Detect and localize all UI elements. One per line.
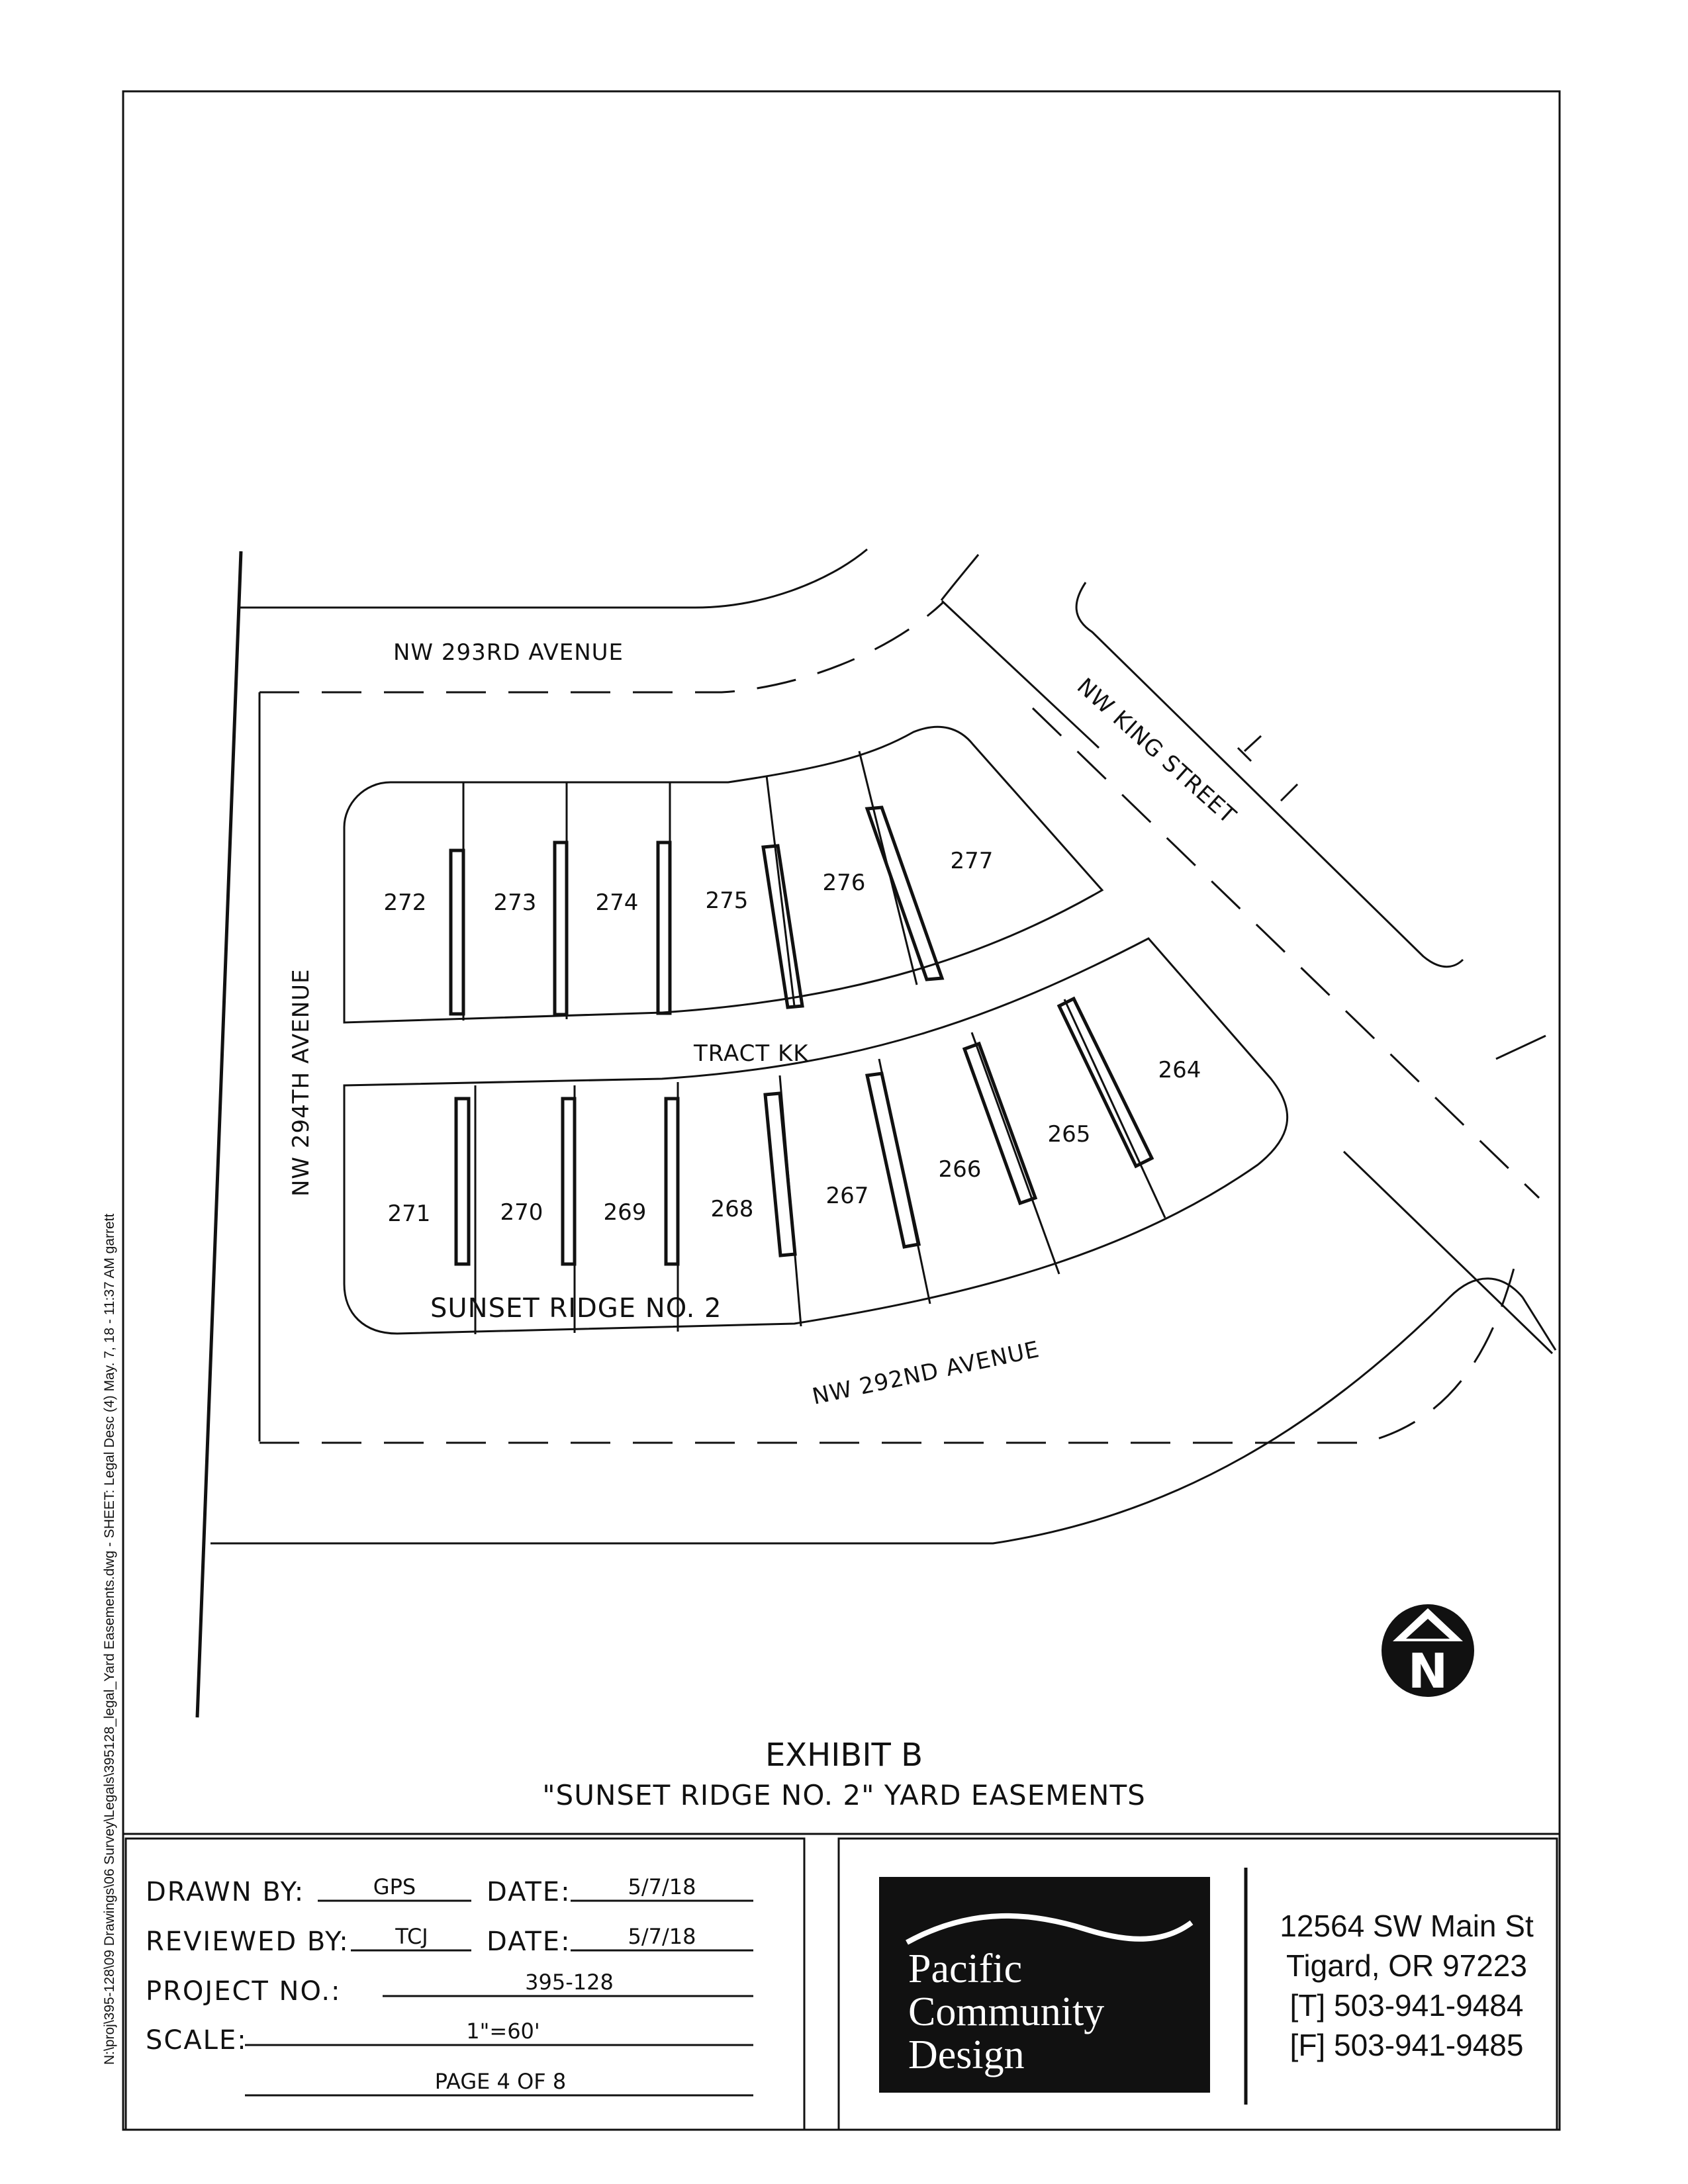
date-label-2: DATE: xyxy=(487,1927,571,1957)
drawn-by-value: GPS xyxy=(373,1874,416,1899)
subdivision-label: SUNSET RIDGE NO. 2 xyxy=(430,1293,722,1324)
lot-label: 270 xyxy=(500,1199,543,1226)
north-arrow-letter: N xyxy=(1407,1643,1448,1699)
reviewed-by-label: REVIEWED BY: xyxy=(146,1927,350,1957)
company-logo xyxy=(879,1877,1210,2093)
scale-label: SCALE: xyxy=(146,2025,248,2056)
scale-value: 1"=60' xyxy=(466,2019,540,2044)
lot-label: 275 xyxy=(705,887,749,914)
lot-label: 269 xyxy=(603,1199,647,1226)
logo-line-3: Design xyxy=(908,2032,1025,2077)
title-block xyxy=(126,1839,1557,2130)
company-phone: [T] 503-941-9484 xyxy=(1289,1988,1524,2023)
date-value-2: 5/7/18 xyxy=(628,1924,696,1949)
date-value-1: 5/7/18 xyxy=(628,1874,696,1899)
project-no-label: PROJECT NO.: xyxy=(146,1976,342,2007)
lot-label: 271 xyxy=(387,1201,431,1227)
lot-label: 267 xyxy=(825,1183,869,1209)
drawn-by-label: DRAWN BY: xyxy=(146,1877,305,1907)
north-arrow-icon xyxy=(1382,1604,1474,1699)
plat-drawing xyxy=(197,549,1556,1717)
lot-label: 273 xyxy=(493,889,537,916)
company-fax: [F] 503-941-9485 xyxy=(1289,2028,1524,2062)
lot-label: 268 xyxy=(710,1196,754,1222)
sheet-border xyxy=(123,91,1560,2130)
street-label-nw-king: NW KING STREET xyxy=(1071,672,1241,830)
lot-label: 265 xyxy=(1047,1121,1091,1148)
lot-label: 277 xyxy=(950,848,994,874)
exhibit-title: EXHIBIT B xyxy=(765,1737,923,1774)
lot-label: 274 xyxy=(595,889,639,916)
company-address-2: Tigard, OR 97223 xyxy=(1286,1948,1527,1983)
logo-line-1: Pacific xyxy=(908,1946,1023,1991)
project-no-value: 395-128 xyxy=(525,1970,614,1995)
company-address-1: 12564 SW Main St xyxy=(1280,1909,1534,1943)
lot-label: 276 xyxy=(822,870,866,896)
date-label-1: DATE: xyxy=(487,1877,571,1907)
page-indicator: PAGE 4 OF 8 xyxy=(434,2069,567,2094)
street-label-nw-293rd: NW 293RD AVENUE xyxy=(393,639,624,666)
logo-line-2: Community xyxy=(908,1989,1105,2034)
street-label-nw-294th: NW 294TH AVENUE xyxy=(288,968,314,1197)
tract-label: TRACT KK xyxy=(694,1040,809,1067)
street-label-nw-292nd: NW 292ND AVENUE xyxy=(810,1336,1043,1410)
lot-label: 264 xyxy=(1158,1057,1201,1083)
lot-label: 266 xyxy=(938,1156,982,1183)
file-path-note: N:\proj\395-128\09 Drawings\06 Survey\Legals\395128_legal_Yard Easements.dwg - SHEET: Legal Desc (4) May. 7, 18 - 11:37 AM garrett xyxy=(102,1213,117,2065)
lot-label: 272 xyxy=(383,889,427,916)
reviewed-by-value: TCJ xyxy=(395,1924,428,1949)
exhibit-subtitle: "SUNSET RIDGE NO. 2" YARD EASEMENTS xyxy=(542,1779,1146,1811)
